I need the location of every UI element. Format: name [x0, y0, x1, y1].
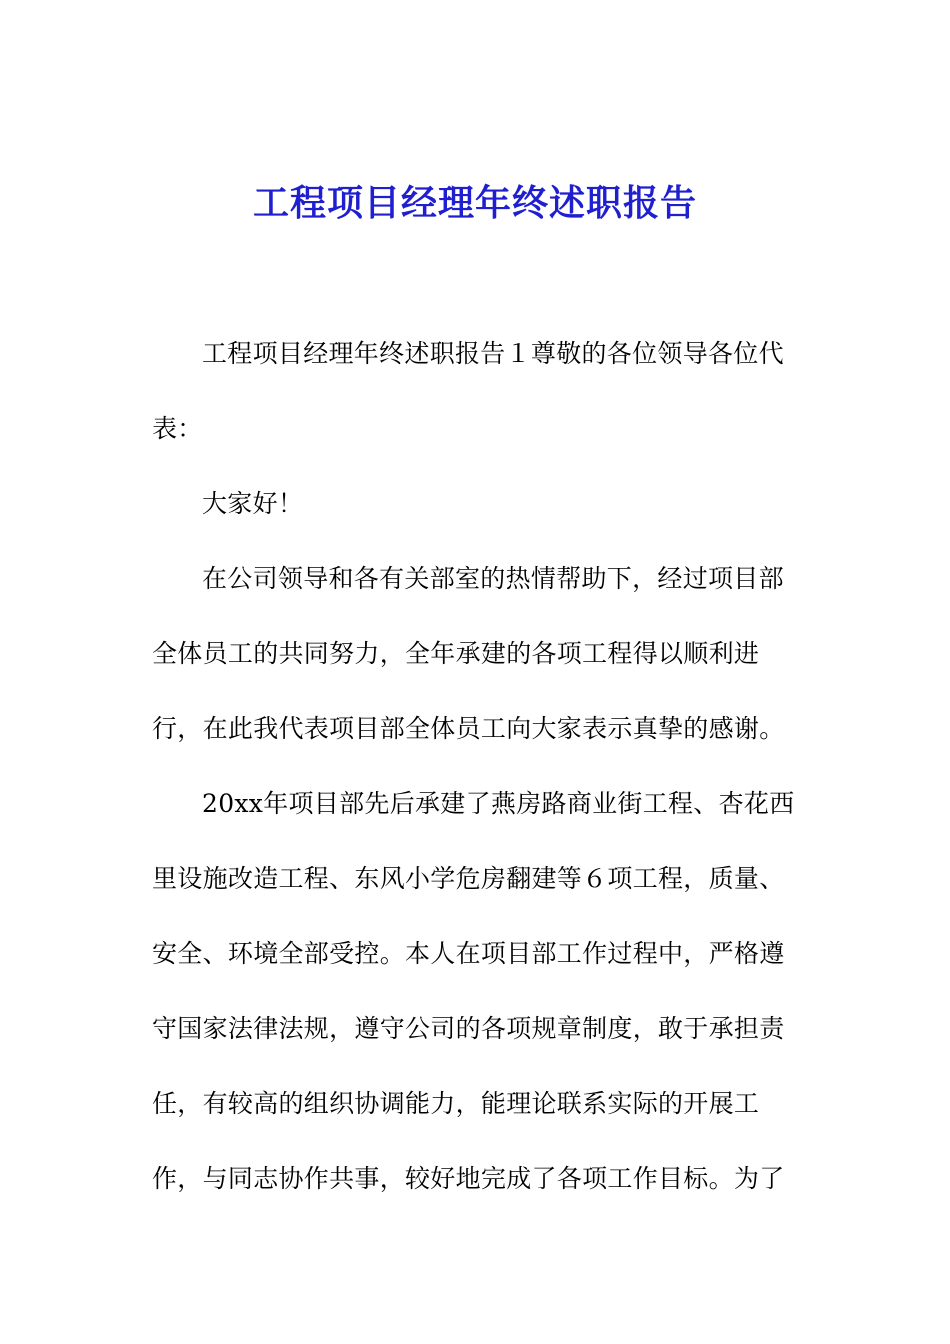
paragraph-line-10: 守国家法律法规，遵守公司的各项规章制度，敢于承担责 — [152, 1014, 785, 1043]
paragraph-line-9: 安全、环境全部受控。本人在项目部工作过程中，严格遵 — [152, 939, 785, 968]
paragraph-line-3: 大家好！ — [202, 489, 304, 518]
paragraph-line-11: 任，有较高的组织协调能力，能理论联系实际的开展工 — [152, 1089, 760, 1118]
paragraph-line-5: 全体员工的共同努力，全年承建的各项工程得以顺利进 — [152, 639, 760, 668]
paragraph-line-8: 里设施改造工程、东风小学危房翻建等６项工程，质量、 — [152, 864, 785, 893]
document-body — [152, 330, 798, 1230]
paragraph-line-12: 作，与同志协作共事，较好地完成了各项工作目标。为了 — [152, 1164, 785, 1193]
paragraph-line-4: 在公司领导和各有关部室的热情帮助下，经过项目部 — [202, 564, 784, 593]
paragraph-line-2: 表： — [152, 414, 203, 443]
paragraph-line-6: 行，在此我代表项目部全体员工向大家表示真挚的感谢。 — [152, 714, 785, 743]
paragraph-line-1: 工程项目经理年终述职报告１尊敬的各位领导各位代 — [202, 339, 784, 368]
paragraph-line-7: 20xx年项目部先后承建了燕房路商业街工程、杏花西 — [202, 789, 795, 818]
document-title: 工程项目经理年终述职报告 — [252, 182, 697, 224]
